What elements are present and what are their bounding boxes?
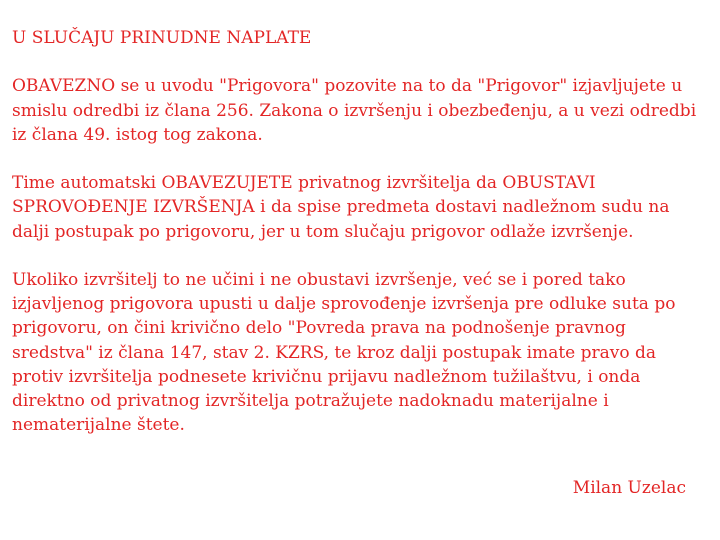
- document-heading: U SLUČAJU PRINUDNE NAPLATE: [12, 28, 312, 48]
- author-signature: Milan Uzelac: [572, 478, 686, 498]
- paragraph-time-automatski: Time automatski OBAVEZUJETE privatnog izvršitelja da OBUSTAVI SPROVOĐENJE IZVRŠENJA i da spise predmeta dostavi nadležnom sudu na dalji postupak po prigovoru, jer u tom slučaju prigovor odlaže izvršenje.: [12, 173, 670, 242]
- document-body: [12, 26, 712, 462]
- paragraph-obavezno: OBAVEZNO se u uvodu "Prigovora" pozovite na to da "Prigovor" izjavljujete u smislu odredbi iz člana 256. Zakona o izvršenju i obezbeđenju, a u vezi odredbi iz člana 49. istog tog zakona.: [12, 76, 697, 145]
- paragraph-ukoliko: Ukoliko izvršitelj to ne učini i ne obustavi izvršenje, već se i pored tako izjavljenog prigovora upusti u dalje sprovođenje izvršenja pre odluke suta po prigovoru, on čini krivično delo "Povreda prava na podnošenje pravnog sredstva" iz člana 147, stav 2. KZRS, te kroz dalji postupak imate pravo da protiv izvršitelja podnesete krivičnu prijavu nadležnom tužilaštvu, i onda direktno od privatnog izvršitelja potražujete nadoknadu materijalne i nematerijalne štete.: [12, 269, 676, 436]
